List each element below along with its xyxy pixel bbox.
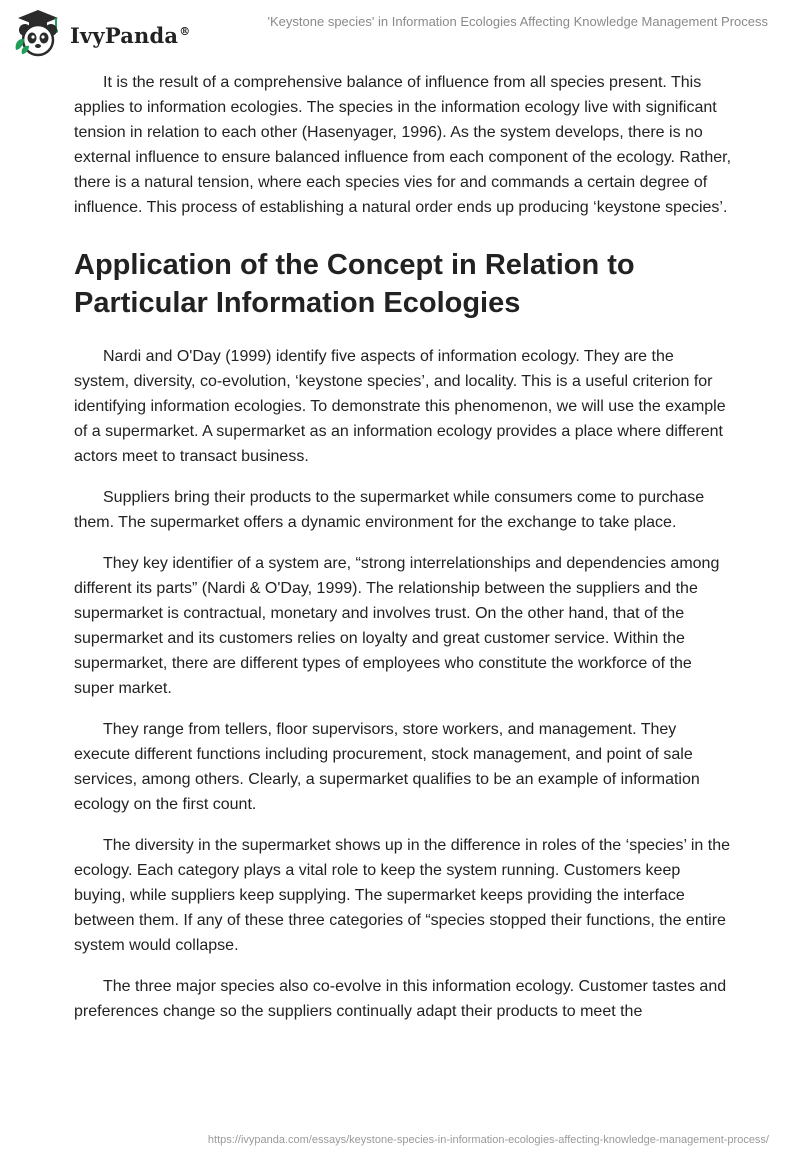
- intro-paragraph: It is the result of a comprehensive balance of influence from all species present. This applies to information ecologies. The species in the information ecology live with significant tension in relation to each other (Hasenyager, 1996). As the system develops, there is no external influence to ensure balanced influence from each component of the ecology. Rather, there is a natural tension, where each species vies for and commands a certain degree of influence. This process of establishing a natural order ends up producing ‘keystone species’.: [74, 74, 732, 216]
- brand-name: IvyPanda®: [70, 22, 191, 48]
- page-header: [0, 0, 800, 60]
- panda-graduate-icon: [12, 8, 64, 58]
- paragraph-system: They key identifier of a system are, “strong interrelationships and dependencies among different its parts” (Nardi & O'Day, 1999). The relationship between the suppliers and the supermarket is contractual, monetary and involves trust. On the other hand, that of the supermarket and its customers relies on loyalty and great customer service. Within the supermarket, there are different types of employees who constitute the workforce of the super market.: [74, 555, 720, 697]
- paragraph-diversity: The diversity in the supermarket shows up in the difference in roles of the ‘species’ in the ecology. Each category plays a vital role to keep the system running. Customers keep buying, while suppliers keep supplying. The supermarket keeps providing the interface between them. If any of these three categories of “species stopped their functions, the entire system would collapse.: [74, 837, 730, 954]
- ivypanda-logo[interactable]: [12, 8, 190, 58]
- section-heading: Application of the Concept in Relation to Particular Information Ecologies: [74, 249, 635, 319]
- paragraph-aspects: Nardi and O'Day (1999) identify five aspects of information ecology. They are the system, diversity, co-evolution, ‘keystone species’, and locality. This is a useful criterion for identifying information ecologies. To demonstrate this phenomenon, we will use the example of a supermarket. A supermarket as an information ecology provides a place where different actors meet to transact business.: [74, 348, 726, 465]
- source-url-link[interactable]: https://ivypanda.com/essays/keystone-species-in-information-ecologies-affecting-knowledge-management-process/: [207, 1134, 769, 1146]
- document-title: 'Keystone species' in Information Ecologies Affecting Knowledge Management Process: [267, 14, 768, 29]
- paragraph-employees: They range from tellers, floor supervisors, store workers, and management. They execute different functions including procurement, stock management, and point of sale services, among others. Clearly, a supermarket qualifies to be an example of information ecology on the first count.: [74, 721, 700, 813]
- paragraph-coevolution: The three major species also co-evolve in this information ecology. Customer tastes and preferences change so the suppliers continually adapt their products to meet the: [74, 978, 727, 1020]
- paragraph-suppliers: Suppliers bring their products to the supermarket while consumers come to purchase them. The supermarket offers a dynamic environment for the exchange to take place.: [74, 489, 705, 531]
- article-body: [74, 70, 732, 1040]
